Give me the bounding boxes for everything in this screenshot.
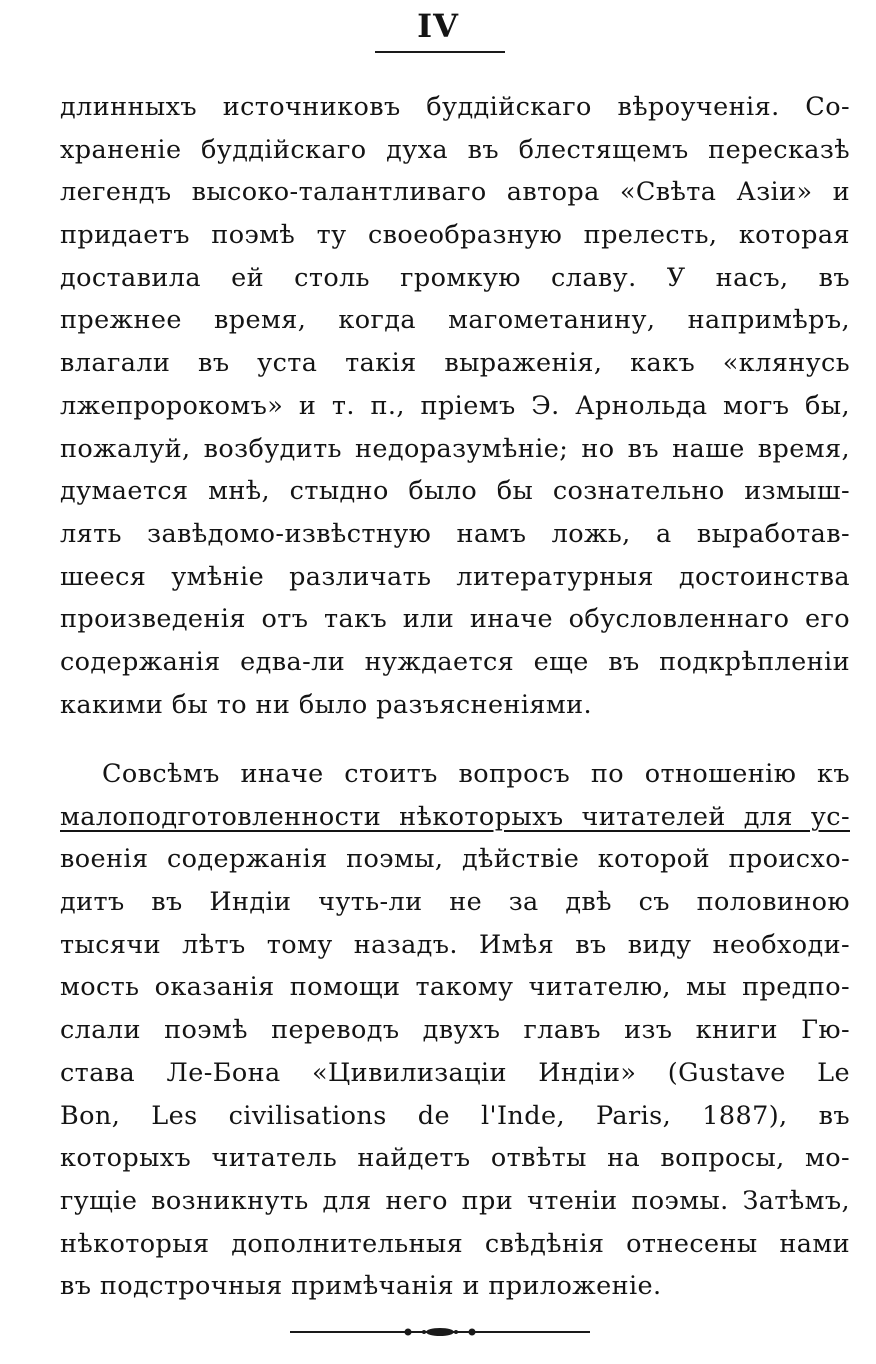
end-ornament-icon xyxy=(290,1320,590,1344)
text-line: придаетъ поэмѣ ту своеобразную прелесть, которая xyxy=(60,220,850,251)
text-line: въ подстрочныя примѣчанія и приложеніе. xyxy=(60,1271,662,1302)
text-line: пожалуй, возбудить недоразумѣніе; но въ наше время, xyxy=(60,433,850,464)
text-line: слали поэмѣ переводъ двухъ главъ изъ книги Гю- xyxy=(60,1015,850,1046)
text-line: тысячи лѣтъ тому назадъ. Имѣя въ виду необходи- xyxy=(60,929,850,960)
text-line: военія содержанія поэмы, дѣйствіе которой происхо- xyxy=(60,844,850,875)
text-line: влагали въ уста такія выраженія, какъ «клянусь xyxy=(60,348,850,379)
text-line: гущіе возникнуть для него при чтеніи поэмы. Затѣмъ, xyxy=(60,1185,850,1216)
text-line: легендъ высоко-талантливаго автора «Свѣта Азіи» и xyxy=(60,177,850,208)
text-line: шееся умѣніе различать литературныя достоинства xyxy=(60,561,850,592)
text-line: думается мнѣ, стыдно было бы сознательно измыш- xyxy=(60,476,850,507)
text-line: доставила ей столь громкую славу. У насъ, въ xyxy=(60,262,850,293)
text-line: нѣкоторыя дополнительныя свѣдѣнія отнесены нами xyxy=(60,1228,850,1259)
header-rule xyxy=(375,51,505,53)
paragraph-2 xyxy=(60,753,850,1308)
text-line: мость оказанія помощи такому читателю, мы предпо- xyxy=(60,972,850,1003)
text-line: дитъ въ Индіи чуть-ли не за двѣ съ половиною xyxy=(60,887,850,918)
text-line: храненіе буддійскаго духа въ блестящемъ пересказѣ xyxy=(60,134,850,165)
text-line: какими бы то ни было разъясненіями. xyxy=(60,689,593,720)
text-line: которыхъ читатель найдетъ отвѣты на вопросы, мо- xyxy=(60,1143,850,1174)
text-line-underlined: малоподготовленности нѣкоторыхъ читателей для ус- xyxy=(60,801,850,832)
paragraph-1 xyxy=(60,86,850,726)
text-line: Совсѣмъ иначе стоитъ вопросъ по отношенію къ xyxy=(102,759,850,789)
text-line: прежнее время, когда магометанину, напримѣръ, xyxy=(60,305,850,336)
text-line: Bon, Les civilisations de l'Inde, Paris, 1887), въ xyxy=(60,1100,850,1131)
text-line: става Ле-Бона «Цивилизаціи Индіи» (Gustave Le xyxy=(60,1057,850,1088)
text-line: лжепророкомъ» и т. п., пріемъ Э. Арнольда могъ бы, xyxy=(60,390,850,421)
text-line: лять завѣдомо-извѣстную намъ ложь, а выработав- xyxy=(60,518,850,549)
text-line: содержанія едва-ли нуждается еще въ подкрѣпленіи xyxy=(60,646,850,677)
page-number: IV xyxy=(417,7,459,45)
text-line: произведенія отъ такъ или иначе обусловленнаго его xyxy=(60,604,850,635)
text-line: длинныхъ источниковъ буддійскаго вѣроученія. Со- xyxy=(60,92,850,122)
